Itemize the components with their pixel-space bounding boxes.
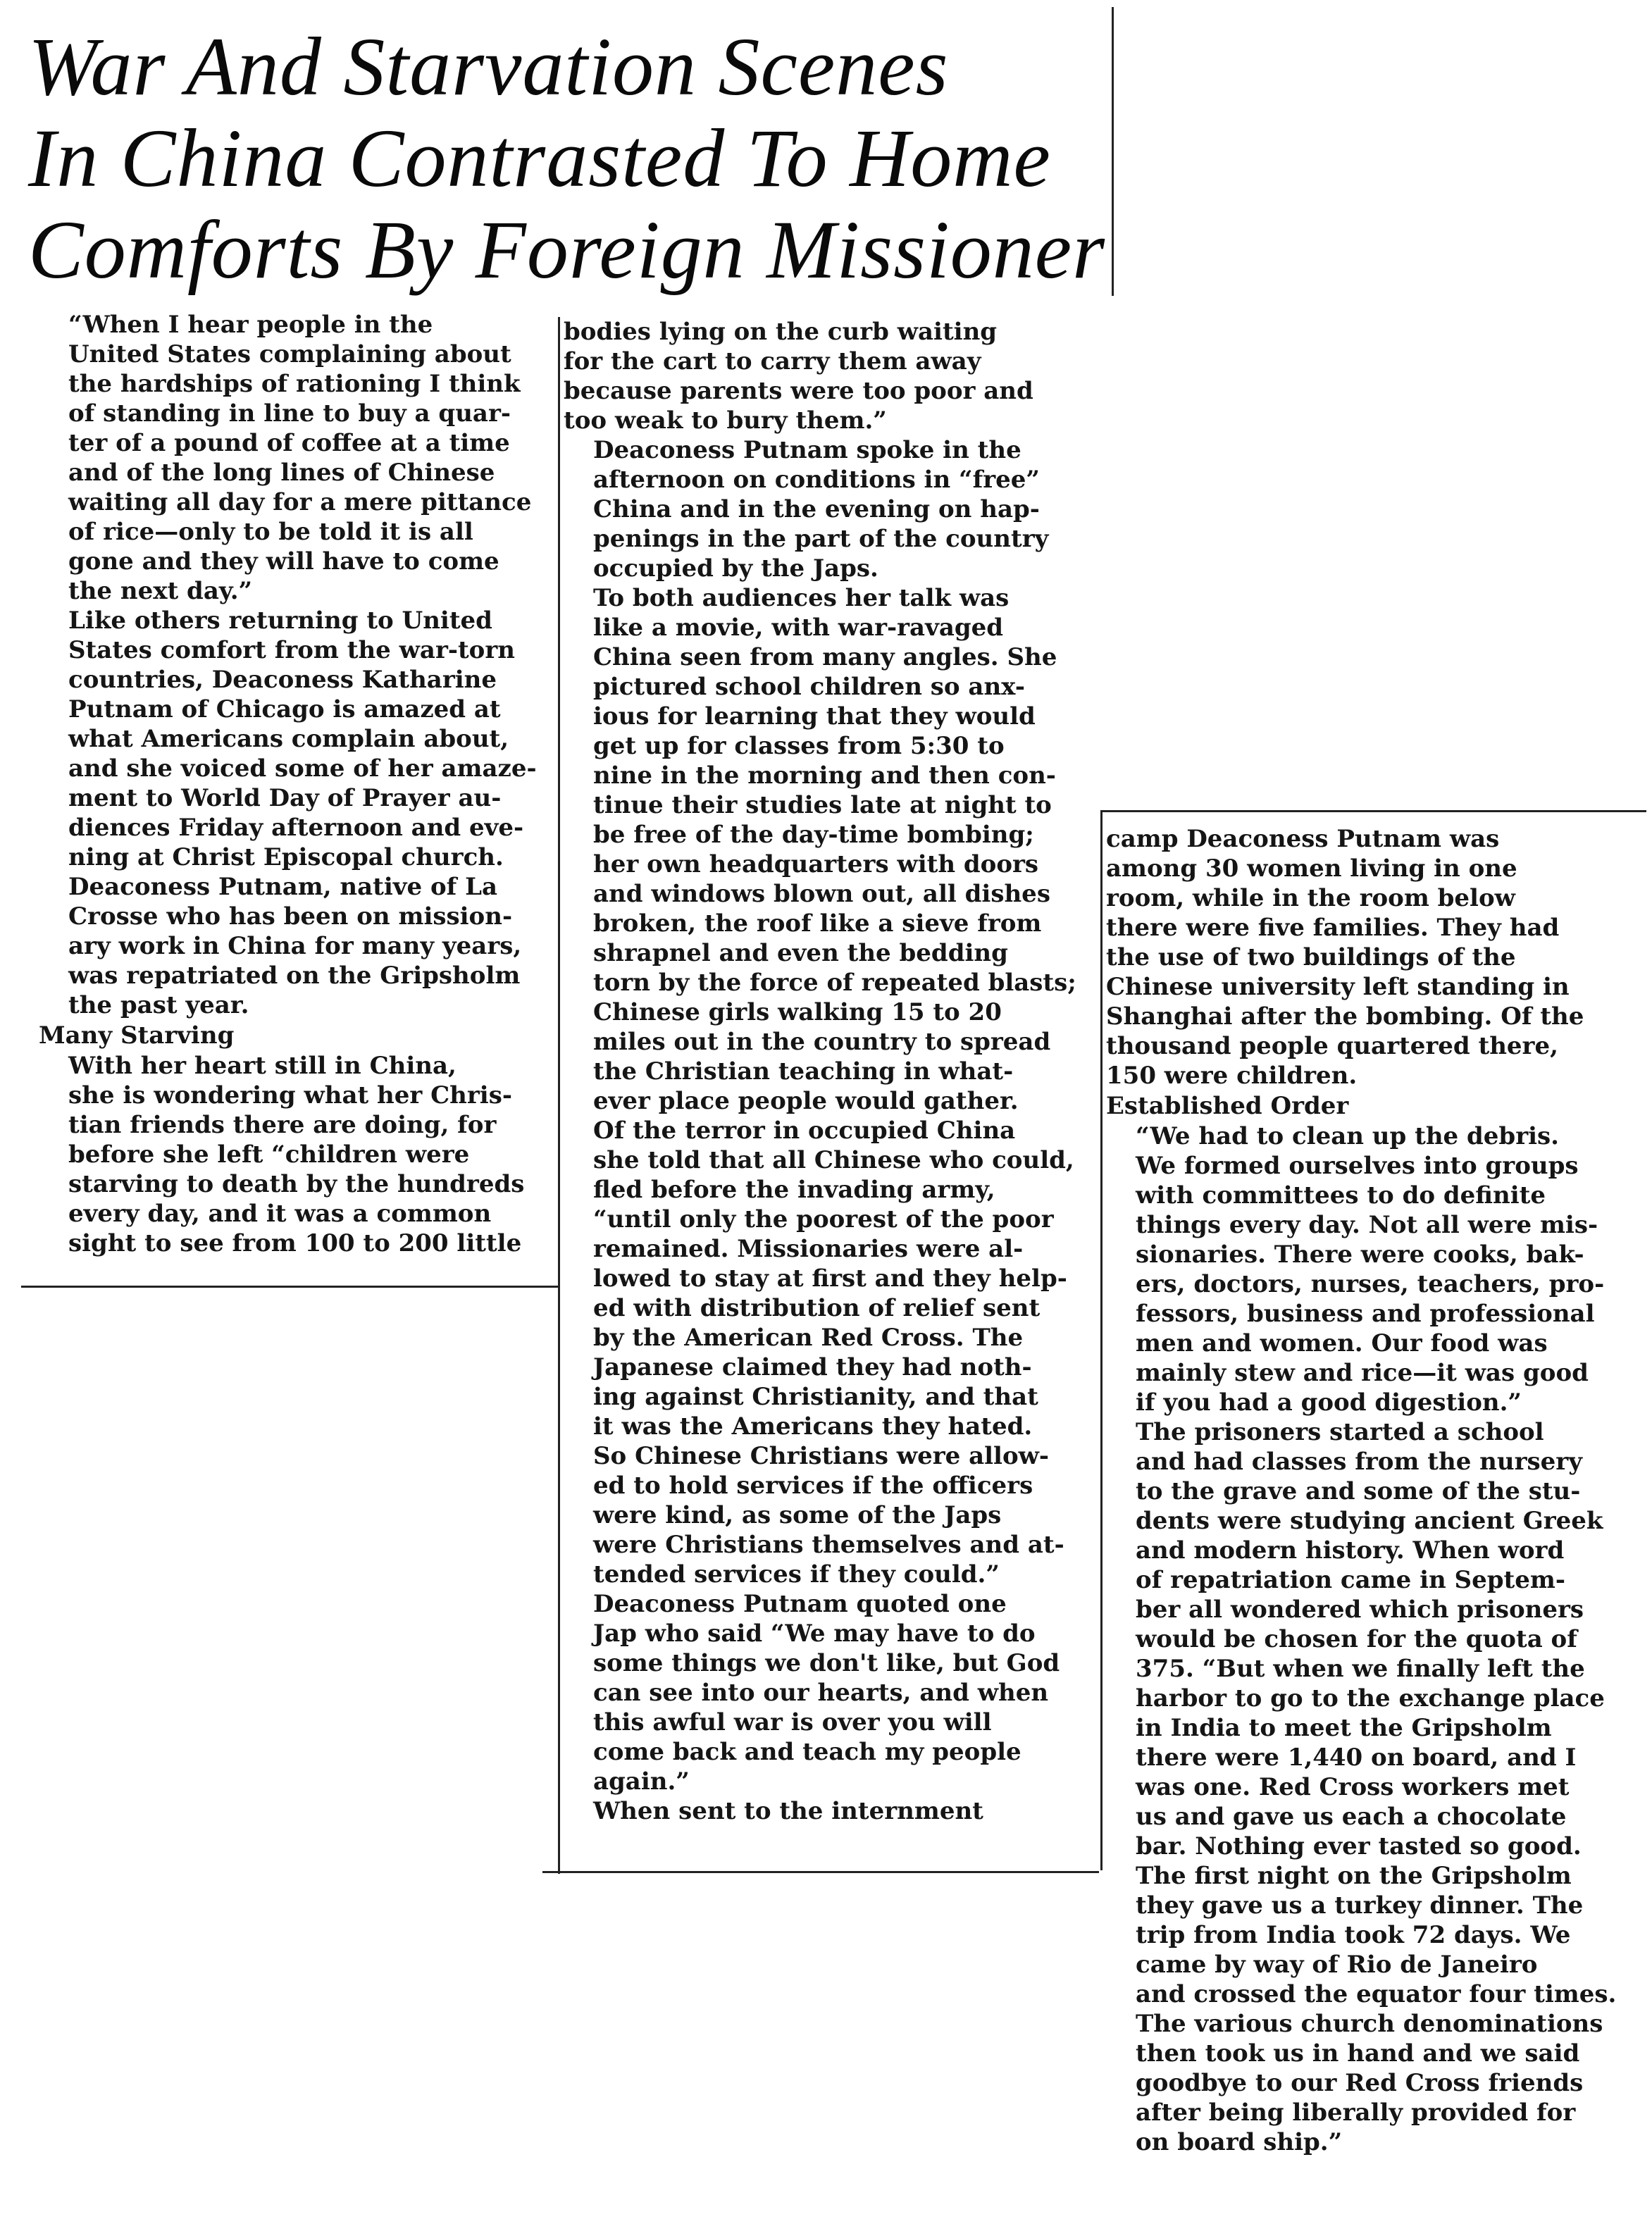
text-line: tended services if they could.” xyxy=(593,1560,1000,1589)
text-line: every day, and it was a common xyxy=(68,1200,492,1228)
text-line: pictured school children so anx- xyxy=(593,673,1025,701)
text-line: were Christians themselves and at- xyxy=(593,1531,1064,1559)
text-line: because parents were too poor and xyxy=(564,377,1033,405)
column-rule xyxy=(21,1286,558,1288)
column-rule xyxy=(1112,7,1114,296)
text-line: Shanghai after the bombing. Of the xyxy=(1106,1002,1584,1031)
text-line: lowed to stay at first and they help- xyxy=(593,1264,1067,1293)
text-line: China seen from many angles. She xyxy=(593,643,1057,671)
text-line: and modern history. When word xyxy=(1136,1536,1565,1565)
text-line: fled before the invading army, xyxy=(593,1176,995,1204)
text-line: ers, doctors, nurses, teachers, pro- xyxy=(1136,1270,1605,1298)
text-line: Like others returning to United xyxy=(68,607,492,635)
text-line: torn by the force of repeated blasts; xyxy=(593,969,1076,997)
text-line: starving to death by the hundreds xyxy=(68,1170,525,1198)
text-line: it was the Americans they hated. xyxy=(593,1412,1033,1441)
paragraph xyxy=(39,1051,557,1258)
text-line: the Christian teaching in what- xyxy=(593,1057,1014,1086)
text-line: waiting all day for a mere pittance xyxy=(68,488,532,516)
text-line: would be chosen for the quota of xyxy=(1136,1625,1577,1653)
text-line: ary work in China for many years, xyxy=(68,932,522,960)
text-line: mainly stew and rice—it was good xyxy=(1136,1359,1589,1387)
text-line: Japanese claimed they had noth- xyxy=(593,1353,1032,1381)
text-line: sight to see from 100 to 200 little xyxy=(68,1229,522,1257)
text-line: The prisoners started a school xyxy=(1136,1418,1544,1446)
text-line: Jap who said “We may have to do xyxy=(593,1620,1036,1648)
text-line: “When I hear people in the xyxy=(68,311,433,339)
text-line: come back and teach my people xyxy=(593,1738,1021,1766)
text-line: the next day.” xyxy=(68,577,253,605)
text-line: there were 1,440 on board, and I xyxy=(1136,1744,1577,1772)
text-line: ter of a pound of coffee at a time xyxy=(68,429,510,457)
text-line: men and women. Our food was xyxy=(1136,1329,1548,1357)
text-line: before she left “children were xyxy=(68,1140,470,1169)
text-line: camp Deaconess Putnam was xyxy=(1106,825,1500,853)
text-line: and crossed the equator four times. xyxy=(1136,1980,1617,2008)
paragraph xyxy=(564,1116,1095,1589)
paragraph xyxy=(564,435,1095,583)
text-line: of standing in line to buy a quar- xyxy=(68,399,511,428)
text-line: The various church denominations xyxy=(1136,2010,1603,2038)
text-line: Chinese university left standing in xyxy=(1106,973,1570,1001)
text-line: again.” xyxy=(593,1767,690,1796)
column-rule xyxy=(542,1871,1099,1873)
text-line: she told that all Chinese who could, xyxy=(593,1146,1074,1174)
text-line: ber all wondered which prisoners xyxy=(1136,1596,1584,1624)
text-line: what Americans complain about, xyxy=(68,725,509,753)
text-line: can see into our hearts, and when xyxy=(593,1679,1049,1707)
text-line: ning at Christ Episcopal church. xyxy=(68,843,504,871)
text-line: Putnam of Chicago is amazed at xyxy=(68,695,501,723)
text-line: and windows blown out, all dishes xyxy=(593,880,1050,908)
column-rule xyxy=(1100,810,1103,1870)
article-column-3 xyxy=(1106,824,1624,2157)
text-line: by the American Red Cross. The xyxy=(593,1324,1024,1352)
text-line: were kind, as some of the Japs xyxy=(593,1501,1002,1529)
text-line: tian friends there are doing, for xyxy=(68,1111,497,1139)
text-line: countries, Deaconess Katharine xyxy=(68,666,497,694)
text-line: United States complaining about xyxy=(68,340,511,368)
text-line: came by way of Rio de Janeiro xyxy=(1136,1951,1538,1979)
text-line: “until only the poorest of the poor xyxy=(593,1205,1054,1233)
text-line: occupied by the Japs. xyxy=(593,554,878,583)
text-line: bodies lying on the curb waiting xyxy=(564,318,998,346)
subheading: Established Order xyxy=(1106,1092,1349,1120)
text-line: room, while in the room below xyxy=(1106,884,1515,912)
text-line: the past year. xyxy=(68,991,249,1019)
paragraph xyxy=(564,317,1095,435)
paragraph xyxy=(564,1796,1095,1826)
text-line: the hardships of rationing I think xyxy=(68,370,521,398)
text-line: with committees to do definite xyxy=(1136,1181,1546,1210)
text-line: Deaconess Putnam, native of La xyxy=(68,873,498,901)
paragraph xyxy=(39,606,557,1020)
text-line: goodbye to our Red Cross friends xyxy=(1136,2069,1584,2097)
text-line: gone and they will have to come xyxy=(68,547,499,576)
text-line: and had classes from the nursery xyxy=(1136,1448,1582,1476)
paragraph xyxy=(564,1589,1095,1796)
text-line: on board ship.” xyxy=(1136,2128,1343,2156)
paragraph xyxy=(39,310,557,606)
text-line: of repatriation came in Septem- xyxy=(1136,1566,1565,1594)
headline-line: In China Contrasted To Home xyxy=(28,112,1051,204)
text-line: Chinese girls walking 15 to 20 xyxy=(593,998,1002,1026)
text-line: to the grave and some of the stu- xyxy=(1136,1477,1581,1505)
text-line: fessors, business and professional xyxy=(1136,1300,1595,1328)
text-line: Of the terror in occupied China xyxy=(593,1117,1016,1145)
text-line: With her heart still in China, xyxy=(68,1052,457,1080)
text-line: tinue their studies late at night to xyxy=(593,791,1052,819)
text-line: and she voiced some of her amaze- xyxy=(68,754,537,783)
text-line: like a movie, with war-ravaged xyxy=(593,614,1004,642)
text-line: sionaries. There were cooks, bak- xyxy=(1136,1241,1584,1269)
text-line: harbor to go to the exchange place xyxy=(1136,1684,1605,1713)
text-line: The first night on the Gripsholm xyxy=(1136,1862,1572,1890)
text-line: When sent to the internment xyxy=(593,1797,983,1825)
text-line: ed with distribution of relief sent xyxy=(593,1294,1041,1322)
text-line: thousand people quartered there, xyxy=(1106,1032,1558,1060)
text-line: ed to hold services if the officers xyxy=(593,1472,1033,1500)
text-line: Deaconess Putnam quoted one xyxy=(593,1590,1007,1618)
text-line: for the cart to carry them away xyxy=(564,347,981,375)
text-line: some things we don't like, but God xyxy=(593,1649,1060,1677)
paragraph xyxy=(564,583,1095,1116)
text-line: and of the long lines of Chinese xyxy=(68,459,495,487)
text-line: be free of the day-time bombing; xyxy=(593,821,1034,849)
article-column-2 xyxy=(564,317,1095,1826)
text-line: nine in the morning and then con- xyxy=(593,762,1056,790)
text-line: 150 were children. xyxy=(1106,1062,1358,1090)
paragraph xyxy=(1106,1121,1624,1417)
text-line: Crosse who has been on mission- xyxy=(68,902,513,931)
text-line: of rice—only to be told it is all xyxy=(68,518,473,546)
paragraph xyxy=(1106,824,1624,1090)
text-line: among 30 women living in one xyxy=(1106,854,1517,883)
text-line: shrapnel and even the bedding xyxy=(593,939,1008,967)
text-line: was one. Red Cross workers met xyxy=(1136,1773,1570,1801)
headline xyxy=(28,21,1113,296)
text-line: penings in the part of the country xyxy=(593,525,1049,553)
text-line: after being liberally provided for xyxy=(1136,2099,1576,2127)
text-line: ment to World Day of Prayer au- xyxy=(68,784,502,812)
subheading: Many Starving xyxy=(39,1021,235,1050)
text-line: if you had a good digestion.” xyxy=(1136,1388,1522,1417)
text-line: So Chinese Christians were allow- xyxy=(593,1442,1050,1470)
text-line: remained. Missionaries were al- xyxy=(593,1235,1024,1263)
text-line: Deaconess Putnam spoke in the xyxy=(593,436,1021,464)
text-line: then took us in hand and we said xyxy=(1136,2039,1580,2068)
text-line: trip from India took 72 days. We xyxy=(1136,1921,1571,1949)
text-line: this awful war is over you will xyxy=(593,1708,992,1736)
text-line: miles out in the country to spread xyxy=(593,1028,1051,1056)
text-line: To both audiences her talk was xyxy=(593,584,1010,612)
text-line: ing against Christianity, and that xyxy=(593,1383,1038,1411)
text-line: things every day. Not all were mis- xyxy=(1136,1211,1598,1239)
column-rule xyxy=(1100,810,1646,812)
text-line: bar. Nothing ever tasted so good. xyxy=(1136,1832,1582,1860)
text-line: ious for learning that they would xyxy=(593,702,1036,731)
text-line: States comfort from the war-torn xyxy=(68,636,515,664)
text-line: dents were studying ancient Greek xyxy=(1136,1507,1603,1535)
text-line: in India to meet the Gripsholm xyxy=(1136,1714,1552,1742)
text-line: too weak to bury them.” xyxy=(564,406,887,435)
text-line: she is wondering what her Chris- xyxy=(68,1081,512,1110)
text-line: they gave us a turkey dinner. The xyxy=(1136,1891,1584,1920)
column-rule xyxy=(558,317,560,1874)
headline-line: Comforts By Foreign Missioner xyxy=(28,204,1106,296)
text-line: afternoon on conditions in “free” xyxy=(593,466,1040,494)
article-column-1 xyxy=(39,310,557,1258)
text-line: ever place people would gather. xyxy=(593,1087,1019,1115)
text-line: “We had to clean up the debris. xyxy=(1136,1122,1560,1150)
text-line: broken, the roof like a sieve from xyxy=(593,909,1042,938)
paragraph xyxy=(1106,1417,1624,2157)
text-line: there were five families. They had xyxy=(1106,914,1560,942)
text-line: diences Friday afternoon and eve- xyxy=(68,814,524,842)
text-line: China and in the evening on hap- xyxy=(593,495,1040,523)
text-line: 375. “But when we finally left the xyxy=(1136,1655,1585,1683)
text-line: her own headquarters with doors xyxy=(593,850,1039,878)
text-line: us and gave us each a chocolate xyxy=(1136,1803,1567,1831)
text-line: was repatriated on the Gripsholm xyxy=(68,962,521,990)
text-line: get up for classes from 5:30 to xyxy=(593,732,1005,760)
text-line: the use of two buildings of the xyxy=(1106,943,1516,971)
text-line: We formed ourselves into groups xyxy=(1136,1152,1579,1180)
headline-line: War And Starvation Scenes xyxy=(28,20,949,113)
